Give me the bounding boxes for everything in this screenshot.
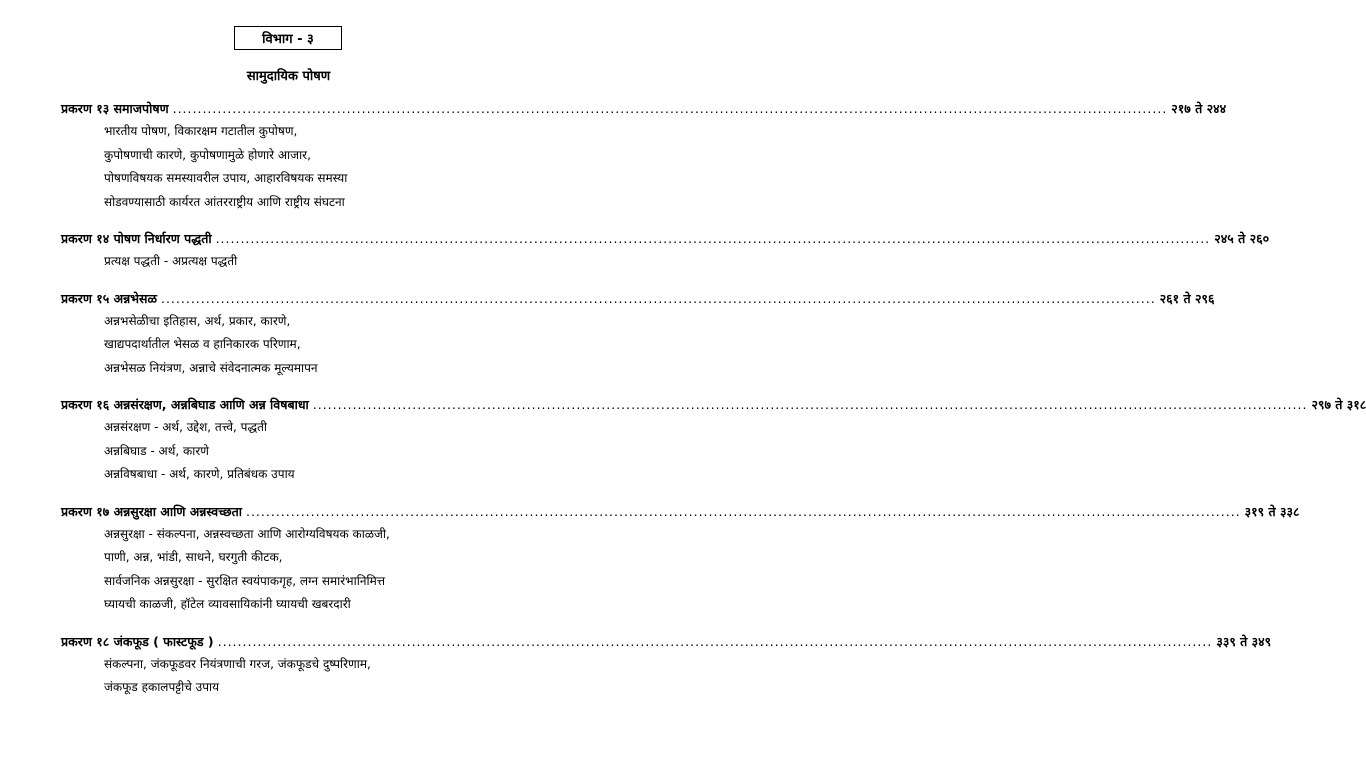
chapter-topic-line: अन्नबिघाड - अर्थ, कारणे — [104, 443, 209, 458]
section-subtitle: सामुदायिक पोषण — [246, 69, 331, 84]
chapter-page-range: २४५ ते २६० — [1214, 231, 1270, 246]
section-label: विभाग - ३ — [262, 32, 314, 47]
chapter-topic-line: प्रत्यक्ष पद्धती - अप्रत्यक्ष पद्धती — [104, 254, 238, 268]
chapter-title: प्रकरण १५ अन्नभेसळ — [61, 290, 157, 306]
dot-leader: ........................................................................................................................................................................................................ — [215, 231, 1211, 246]
chapter-page-range: २९७ ते ३१८ — [1311, 397, 1366, 412]
chapter-page-range: ३३९ ते ३४९ — [1216, 633, 1272, 649]
chapter-title: प्रकरण १३ समाजपोषण — [61, 101, 169, 116]
chapter-entry — [61, 501, 1300, 617]
chapter-entry — [61, 98, 1227, 214]
chapter-topic-line: कुपोषणाची कारणे, कुपोषणामुळे होणारे आजार, — [104, 147, 311, 162]
chapter-entry — [61, 228, 1270, 274]
dot-leader: ........................................................................................................................................................................................................ — [160, 290, 1156, 306]
chapter-heading — [61, 394, 1366, 416]
chapter-title: प्रकरण १७ अन्नसुरक्षा आणि अन्नस्वच्छता — [61, 503, 242, 519]
chapter-topic-line: भारतीय पोषण, विकारक्षम गटातील कुपोषण, — [104, 124, 298, 138]
chapter-title: प्रकरण १८ जंकफूड ( फास्टफूड ) — [61, 633, 214, 649]
section-label-box — [234, 26, 342, 50]
chapter-page-range: ३१९ ते ३३८ — [1244, 503, 1300, 519]
chapter-topic-line: घ्यायची काळजी, हॉटेल व्यावसायिकांनी घ्यायची खबरदारी — [104, 597, 351, 611]
chapter-topic-line: खाद्यपदार्थातील भेसळ व हानिकारक परिणाम, — [104, 337, 301, 351]
dot-leader: ........................................................................................................................................................................................................ — [312, 397, 1308, 412]
chapter-topic-line: अन्नविषबाधा - अर्थ, कारणे, प्रतिबंधक उपाय — [104, 467, 295, 481]
chapter-topic-line: अन्नभसेळीचा इतिहास, अर्थ, प्रकार, कारणे, — [104, 313, 291, 328]
chapter-heading — [61, 288, 1215, 310]
chapter-topic-line: संकल्पना, जंकफूडवर नियंत्रणाची गरज, जंकफूडचे दुष्परिणाम, — [104, 656, 371, 671]
chapter-topic-line: सार्वजनिक अन्नसुरक्षा - सुरक्षित स्वयंपाकगृह, लग्न समारंभानिमित्त — [104, 573, 386, 588]
chapter-heading — [61, 631, 1272, 653]
chapter-title: प्रकरण १४ पोषण निर्धारण पद्धती — [61, 231, 212, 246]
dot-leader: ........................................................................................................................................................................................................ — [172, 101, 1168, 116]
chapter-list — [61, 98, 1366, 714]
chapter-heading — [61, 501, 1300, 523]
chapter-title: प्रकरण १६ अन्नसंरक्षण, अन्नबिघाड आणि अन्न विषबाधा — [61, 397, 309, 412]
chapter-heading — [61, 228, 1270, 250]
chapter-topic-line: अन्नसुरक्षा - संकल्पना, अन्नस्वच्छता आणि आरोग्यविषयक काळजी, — [104, 526, 390, 541]
chapter-entry — [61, 288, 1215, 381]
chapter-topic-line: सोडवण्यासाठी कार्यरत आंतरराष्ट्रीय आणि राष्ट्रीय संघटना — [104, 194, 345, 209]
chapter-entry — [61, 631, 1272, 700]
chapter-topic-line: अन्नभेसळ नियंत्रण, अन्नाचे संवेदनात्मक मूल्यमापन — [104, 360, 318, 375]
chapter-heading — [61, 98, 1227, 120]
dot-leader: ........................................................................................................................................................................................................ — [245, 503, 1241, 519]
chapter-topic-line: जंकफूड हकालपट्टीचे उपाय — [104, 680, 220, 694]
dot-leader: ........................................................................................................................................................................................................ — [217, 633, 1213, 649]
chapter-page-range: २६१ ते २९६ — [1159, 290, 1215, 306]
chapter-page-range: २१७ ते २४४ — [1171, 101, 1227, 116]
chapter-topic-line: पोषणविषयक समस्यावरील उपाय, आहारविषयक समस्या — [104, 171, 348, 185]
chapter-topic-line: अन्नसंरक्षण - अर्थ, उद्देश, तत्त्वे, पद्धती — [104, 420, 268, 434]
chapter-entry — [61, 394, 1366, 487]
chapter-topic-line: पाणी, अन्न, भांडी, साधने, घरगुती कीटक, — [104, 550, 283, 564]
